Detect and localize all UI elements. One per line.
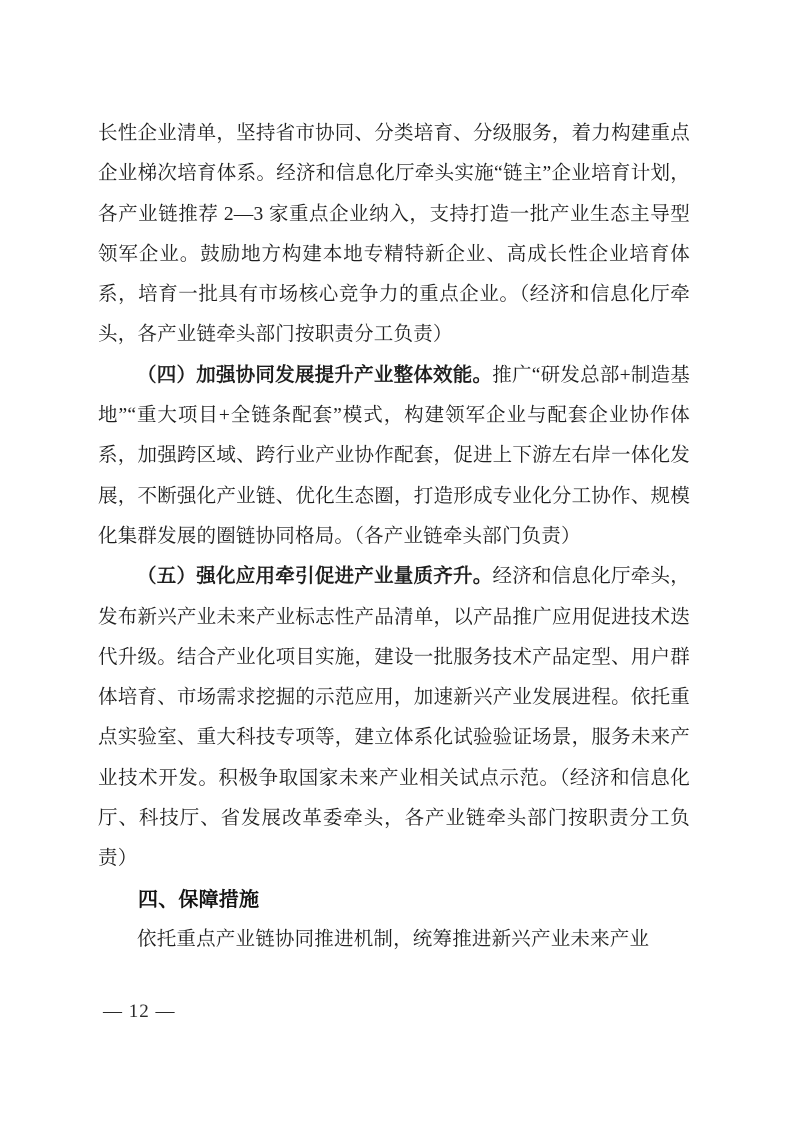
section-4-body: 推广“研发总部+制造基地”“重大项目+全链条配套”模式，构建领军企业与配套企业协作体系，加强跨区域、跨行业产业协作配套，促进上下游左右岸一体化发展，不断强化产业链、优化生态圈，打造形成专业化分工协作、规模化集群发展的圈链协同格局。（各产业链牵头部门负责） (98, 364, 690, 547)
section-5-body: 经济和信息化厅牵头，发布新兴产业未来产业标志性产品清单，以产品推广应用促进技术迭代升级。结合产业化项目实施，建设一批服务技术产品定型、用户群体培育、市场需求挖掘的示范应用，加速新兴产业发展进程。依托重点实验室、重大科技专项等，建立体系化试验验证场景，服务未来产业技术开发。积极争取国家未来产业相关试点示范。（经济和信息化厅、科技厅、省发展改革委牵头，各产业链牵头部门按职责分工负责） (98, 566, 690, 870)
section-5-lead: （五）强化应用牵引促进产业量质齐升。 (137, 566, 493, 588)
paragraph-safeguards-intro: 依托重点产业链协同推进机制，统筹推进新兴产业未来产业 (137, 928, 650, 950)
section-4-lead: （四）加强协同发展提升产业整体效能。 (137, 364, 493, 386)
body-text (98, 114, 690, 960)
page-number: — 12 — (103, 1001, 176, 1022)
paragraph-enterprise-cultivation: 长性企业清单，坚持省市协同、分类培育、分级服务，着力构建重点企业梯次培育体系。经济和信息化厅牵头实施“链主”企业培育计划，各产业链推荐 2—3 家重点企业纳入，支持打造一批产业生态主导型领军企业。鼓励地方构建本地专精特新企业、高成长性企业培育体系，培育一批具有市场核心竞争力的重点企业。（经济和信息化厅牵头，各产业链牵头部门按职责分工负责） (98, 123, 690, 346)
paragraph-section-5 (98, 557, 690, 879)
paragraph-section-4 (98, 356, 690, 557)
section-heading-safeguards: 四、保障措施 (138, 888, 260, 911)
